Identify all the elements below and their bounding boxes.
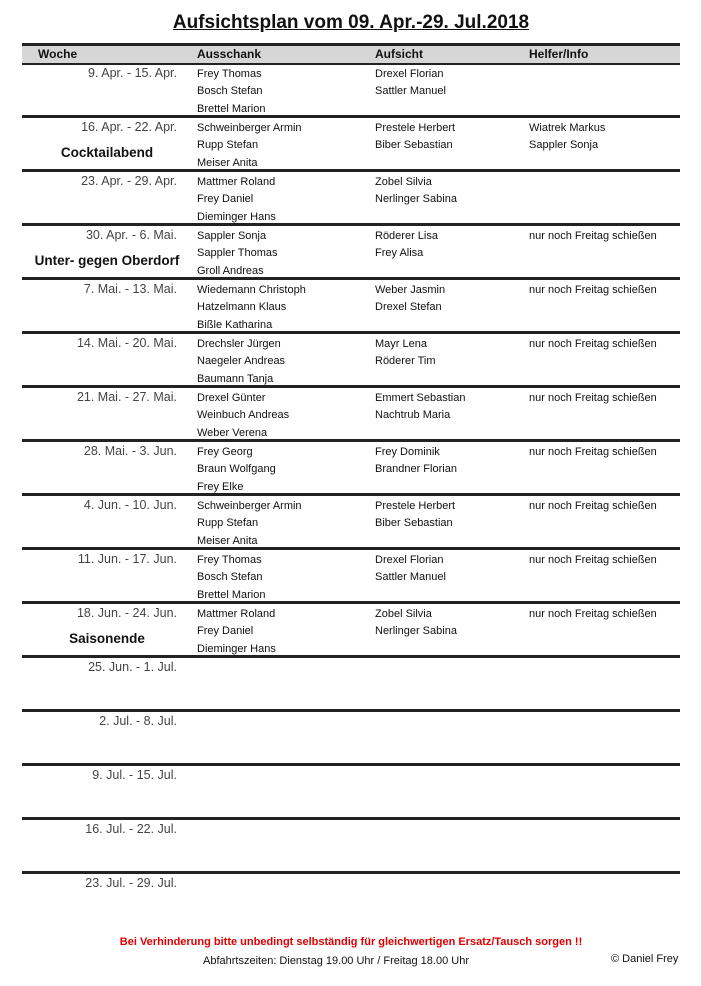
- table-row: [22, 763, 680, 817]
- table-row: [22, 169, 680, 223]
- week-date: 21. Mai. - 27. Mai.: [76, 390, 177, 404]
- person-name: Röderer Lisa: [375, 230, 438, 242]
- aufsicht-cell: [375, 498, 455, 533]
- ausschank-cell: [197, 444, 276, 496]
- table-row: [22, 871, 680, 925]
- person-name: Hatzelmann Klaus: [197, 301, 287, 314]
- person-name: Brettel Marion: [197, 588, 266, 601]
- person-name: Schweinberger Armin: [197, 122, 302, 134]
- person-name: nur noch Freitag schießen: [529, 284, 657, 296]
- week-date: 4. Jun. - 10. Jun.: [83, 498, 177, 512]
- person-name: Mattmer Roland: [197, 176, 276, 188]
- ausschank-cell: [197, 66, 265, 118]
- person-name: Drechsler Jürgen: [197, 338, 281, 350]
- person-name: Frey Daniel: [197, 625, 254, 638]
- ausschank-cell: [197, 390, 289, 442]
- table-row: [22, 547, 680, 601]
- person-name: Weinbuch Andreas: [197, 409, 290, 422]
- week-date: 30. Apr. - 6. Mai.: [85, 228, 177, 242]
- aufsicht-cell: [375, 174, 457, 209]
- person-name: Naegeler Andreas: [197, 355, 286, 368]
- schedule-table: [22, 64, 680, 925]
- person-name: Groll Andreas: [197, 264, 264, 277]
- aufsicht-cell: [375, 390, 465, 425]
- week-date: 9. Jul. - 15. Jul.: [92, 768, 177, 782]
- person-name: Drexel Günter: [197, 392, 266, 404]
- person-name: Bosch Stefan: [197, 571, 263, 584]
- week-date: 9. Apr. - 15. Apr.: [88, 66, 177, 80]
- person-name: Frey Thomas: [197, 554, 262, 566]
- person-name: Biber Sebastian: [375, 139, 453, 152]
- person-name: Zobel Silvia: [375, 176, 432, 188]
- helfer-cell: [529, 552, 657, 569]
- aufsicht-cell: [375, 444, 457, 479]
- person-name: Frey Alisa: [375, 247, 424, 260]
- table-row: [22, 277, 680, 331]
- person-name: Mattmer Roland: [197, 608, 276, 620]
- person-name: Schweinberger Armin: [197, 500, 302, 512]
- person-name: Drexel Florian: [375, 68, 444, 80]
- helfer-cell: [529, 606, 657, 623]
- table-row: [22, 655, 680, 709]
- helfer-cell: [529, 444, 657, 461]
- week-date: 25. Jun. - 1. Jul.: [88, 660, 177, 674]
- person-name: nur noch Freitag schießen: [529, 392, 657, 404]
- person-name: Drexel Florian: [375, 554, 444, 566]
- table-row: [22, 709, 680, 763]
- person-name: Rupp Stefan: [197, 139, 259, 152]
- person-name: Wiedemann Christoph: [197, 284, 306, 296]
- person-name: Sattler Manuel: [375, 85, 446, 98]
- person-name: Nerlinger Sabina: [375, 625, 457, 638]
- helfer-cell: [529, 390, 657, 407]
- copyright: © Daniel Frey: [611, 953, 679, 965]
- person-name: Frey Daniel: [197, 193, 254, 206]
- week-date: 18. Jun. - 24. Jun.: [76, 606, 177, 620]
- table-row: [22, 64, 680, 115]
- helfer-cell: [529, 336, 657, 353]
- helfer-cell: [529, 120, 605, 155]
- week-date: 16. Apr. - 22. Apr.: [81, 120, 177, 134]
- person-name: Rupp Stefan: [197, 517, 259, 530]
- person-name: Drexel Stefan: [375, 301, 442, 314]
- ausschank-cell: [197, 120, 302, 172]
- week-date: 28. Mai. - 3. Jun.: [83, 444, 177, 458]
- person-name: Prestele Herbert: [375, 500, 456, 512]
- table-row: [22, 115, 680, 169]
- week-date: 23. Apr. - 29. Apr.: [81, 174, 177, 188]
- page-title: Aufsichtsplan vom 09. Apr.-29. Jul.2018: [172, 12, 530, 33]
- ausschank-cell: [197, 174, 276, 226]
- person-name: Mayr Lena: [375, 338, 427, 350]
- person-name: nur noch Freitag schießen: [529, 446, 657, 458]
- header-ausschank: Ausschank: [197, 47, 262, 61]
- person-name: Baumann Tanja: [197, 372, 274, 385]
- person-name: Weber Verena: [197, 426, 268, 439]
- week-date: 2. Jul. - 8. Jul.: [99, 714, 177, 728]
- helfer-cell: [529, 228, 657, 245]
- week-event: Saisonende: [69, 631, 145, 646]
- aufsicht-cell: [375, 120, 455, 155]
- person-name: Frey Georg: [197, 446, 253, 458]
- ausschank-cell: [197, 498, 302, 550]
- week-date: 16. Jul. - 22. Jul.: [85, 822, 177, 836]
- table-row: [22, 331, 680, 385]
- table-row: [22, 385, 680, 439]
- person-name: nur noch Freitag schießen: [529, 554, 657, 566]
- week-date: 11. Jun. - 17. Jun.: [77, 552, 177, 566]
- person-name: Dieminger Hans: [197, 642, 276, 655]
- notice-text: Bei Verhinderung bitte unbedingt selbständig für gleichwertigen Ersatz/Tausch sorgen !!: [119, 936, 583, 948]
- person-name: Bißle Katharina: [197, 318, 273, 331]
- table-row: [22, 493, 680, 547]
- departure-times: Abfahrtszeiten: Dienstag 19.00 Uhr / Freitag 18.00 Uhr: [203, 955, 469, 967]
- header-aufsicht: Aufsicht: [375, 47, 423, 61]
- person-name: nur noch Freitag schießen: [529, 500, 657, 512]
- person-name: Sappler Sonja: [197, 230, 267, 242]
- header-helfer-info: Helfer/Info: [529, 47, 589, 61]
- aufsicht-cell: [375, 66, 446, 101]
- ausschank-cell: [197, 336, 285, 388]
- week-date: 14. Mai. - 20. Mai.: [76, 336, 177, 350]
- person-name: Röderer Tim: [375, 355, 436, 368]
- person-name: Emmert Sebastian: [375, 392, 466, 404]
- person-name: Prestele Herbert: [375, 122, 456, 134]
- person-name: Sattler Manuel: [375, 571, 446, 584]
- person-name: Nerlinger Sabina: [375, 193, 457, 206]
- ausschank-cell: [197, 282, 306, 334]
- person-name: Brandner Florian: [375, 463, 457, 476]
- person-name: Weber Jasmin: [375, 284, 446, 296]
- person-name: Frey Dominik: [375, 446, 440, 458]
- person-name: Nachtrub Maria: [375, 409, 451, 422]
- person-name: Biber Sebastian: [375, 517, 453, 530]
- aufsicht-cell: [375, 282, 445, 317]
- week-date: 23. Jul. - 29. Jul.: [85, 876, 177, 890]
- ausschank-cell: [197, 606, 276, 658]
- helfer-cell: [529, 282, 657, 299]
- aufsicht-cell: [375, 228, 438, 263]
- person-name: Brettel Marion: [197, 102, 266, 115]
- week-event: Unter- gegen Oberdorf: [34, 253, 180, 268]
- table-row: [22, 223, 680, 277]
- person-name: Wiatrek Markus: [529, 122, 606, 134]
- person-name: Sappler Thomas: [197, 247, 278, 260]
- person-name: Braun Wolfgang: [197, 463, 276, 476]
- table-row: [22, 439, 680, 493]
- ausschank-cell: [197, 228, 278, 280]
- helfer-cell: [529, 498, 657, 515]
- aufsicht-cell: [375, 336, 436, 371]
- header-woche: Woche: [38, 47, 78, 61]
- aufsicht-cell: [375, 606, 457, 641]
- person-name: Meiser Anita: [197, 156, 258, 169]
- table-header: [22, 43, 680, 65]
- table-row: [22, 601, 680, 655]
- person-name: Frey Thomas: [197, 68, 262, 80]
- person-name: nur noch Freitag schießen: [529, 230, 657, 242]
- person-name: nur noch Freitag schießen: [529, 338, 657, 350]
- person-name: nur noch Freitag schießen: [529, 608, 657, 620]
- person-name: Dieminger Hans: [197, 210, 276, 223]
- person-name: Sappler Sonja: [529, 139, 599, 152]
- person-name: Frey Elke: [197, 480, 244, 493]
- ausschank-cell: [197, 552, 265, 604]
- table-row: [22, 817, 680, 871]
- week-event: Cocktailabend: [60, 145, 154, 160]
- aufsicht-cell: [375, 552, 446, 587]
- person-name: Meiser Anita: [197, 534, 258, 547]
- person-name: Bosch Stefan: [197, 85, 263, 98]
- person-name: Zobel Silvia: [375, 608, 432, 620]
- week-date: 7. Mai. - 13. Mai.: [83, 282, 177, 296]
